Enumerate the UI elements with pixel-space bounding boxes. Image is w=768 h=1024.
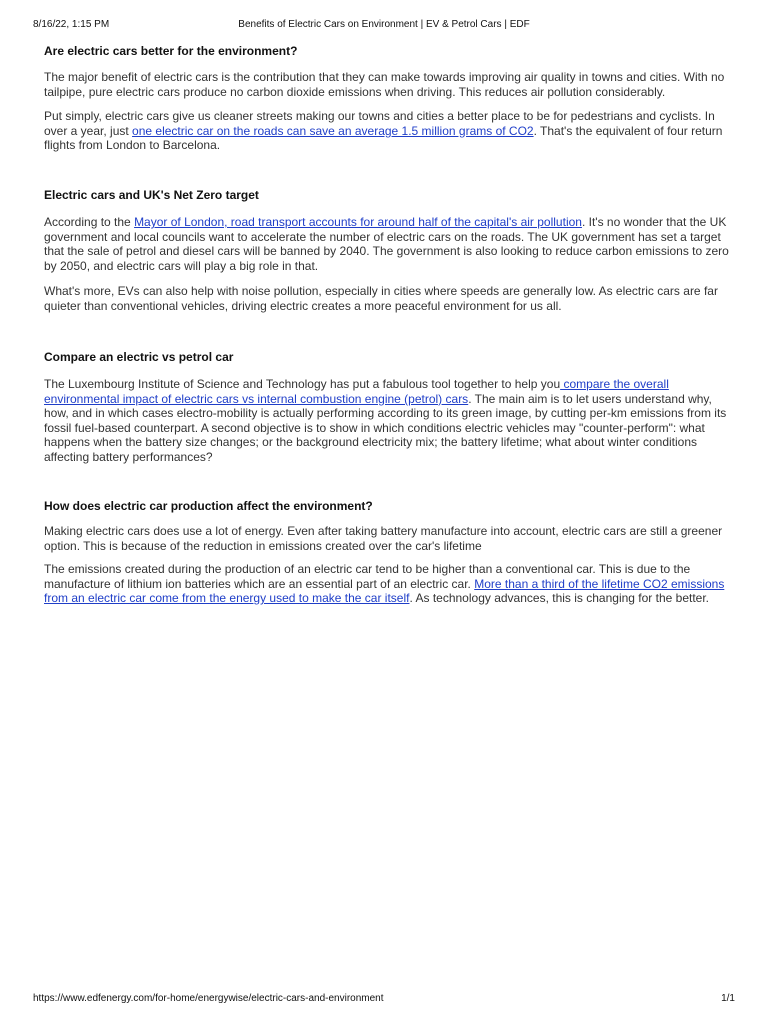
paragraph-cleaner-streets xyxy=(44,109,734,153)
heading-compare-cars: Compare an electric vs petrol car xyxy=(44,350,234,364)
paragraph-text: . It's no wonder that the UK government and local councils want to accelerate the number of electric cars on the roads. The UK government has set a target that the sale of petrol and diesel cars will be banned by 2040. The government is also looking to reduce carbon emissions to zero by 2050, and electric cars will play a big role in that. xyxy=(44,215,729,273)
print-page-number: 1/1 xyxy=(721,993,735,1004)
paragraph-luxembourg-tool xyxy=(44,377,734,465)
print-page-title: Benefits of Electric Cars on Environment | EV & Petrol Cars | EDF xyxy=(238,19,530,30)
heading-car-production: How does electric car production affect the environment? xyxy=(44,499,373,513)
print-header xyxy=(33,19,735,33)
heading-net-zero: Electric cars and UK's Net Zero target xyxy=(44,188,259,202)
paragraph-text: According to the xyxy=(44,215,135,229)
paragraph-production-emissions xyxy=(44,562,734,606)
paragraph-noise-pollution: What's more, EVs can also help with noise pollution, especially in cities where speeds are generally low. As electric cars are far quieter than conventional vehicles, driving electric creates a more peaceful environment for us all. xyxy=(44,284,718,313)
paragraph-production-energy: Making electric cars does use a lot of energy. Even after taking battery manufacture into account, electric cars are still a greener option. This is because of the reduction in emissions created over the car's lifetime xyxy=(44,524,723,553)
paragraph-text: The emissions created during the production of an electric car tend to be higher than a conventional car. This is due to the manufacture of lithium ion batteries which are an essential part of an electric car. xyxy=(44,562,691,591)
paragraph-text: . As technology advances, this is changing for the better. xyxy=(409,591,710,606)
paragraph-text: The Luxembourg Institute of Science and Technology has put a fabulous tool together to help you xyxy=(44,377,561,391)
link-mayor-of-london[interactable]: Mayor of London, road transport accounts for around half of the capital's air pollution xyxy=(134,215,582,229)
link-lifetime-co2[interactable]: More than a third of the lifetime CO2 emissions from an electric car come from the energy used to make the car itself xyxy=(44,576,725,606)
print-url: https://www.edfenergy.com/for-home/energywise/electric-cars-and-environment xyxy=(33,993,384,1004)
heading-better-for-environment: Are electric cars better for the environment? xyxy=(44,44,298,58)
paragraph-air-quality: The major benefit of electric cars is the contribution that they can make towards improving air quality in towns and cities. With no tailpipe, pure electric cars produce no carbon dioxide emissions when driving. This reduces air pollution considerably. xyxy=(44,70,725,99)
paragraph-mayor-london xyxy=(44,215,734,273)
paragraph-text: Put simply, electric cars give us cleaner streets making our towns and cities a better place to be for pedestrians and cyclists. In over a year, just xyxy=(44,109,715,138)
print-date: 8/16/22, 1:15 PM xyxy=(33,19,110,30)
link-co2-savings[interactable]: one electric car on the roads can save an average 1.5 million grams of CO2 xyxy=(132,123,534,138)
print-footer xyxy=(33,993,735,1007)
paragraph-text: . The main aim is to let users understand why, how, and in which cases electro-mobility is actually performing according to its green image, by cutting per-km emissions from its fossil fuel-based counterpart. A second objective is to show in which conditions electric vehicles may "counter-perform": what happens when the battery size changes; or the background electricity mix; the battery lifetime; what about winter conditions affecting battery performances? xyxy=(44,391,727,464)
link-compare-impact[interactable]: compare the overall environmental impact of electric cars vs internal combustion engine (petrol) cars xyxy=(44,377,669,406)
paragraph-text: . That's the equivalent of four return flights from London to Barcelona. xyxy=(44,123,723,153)
